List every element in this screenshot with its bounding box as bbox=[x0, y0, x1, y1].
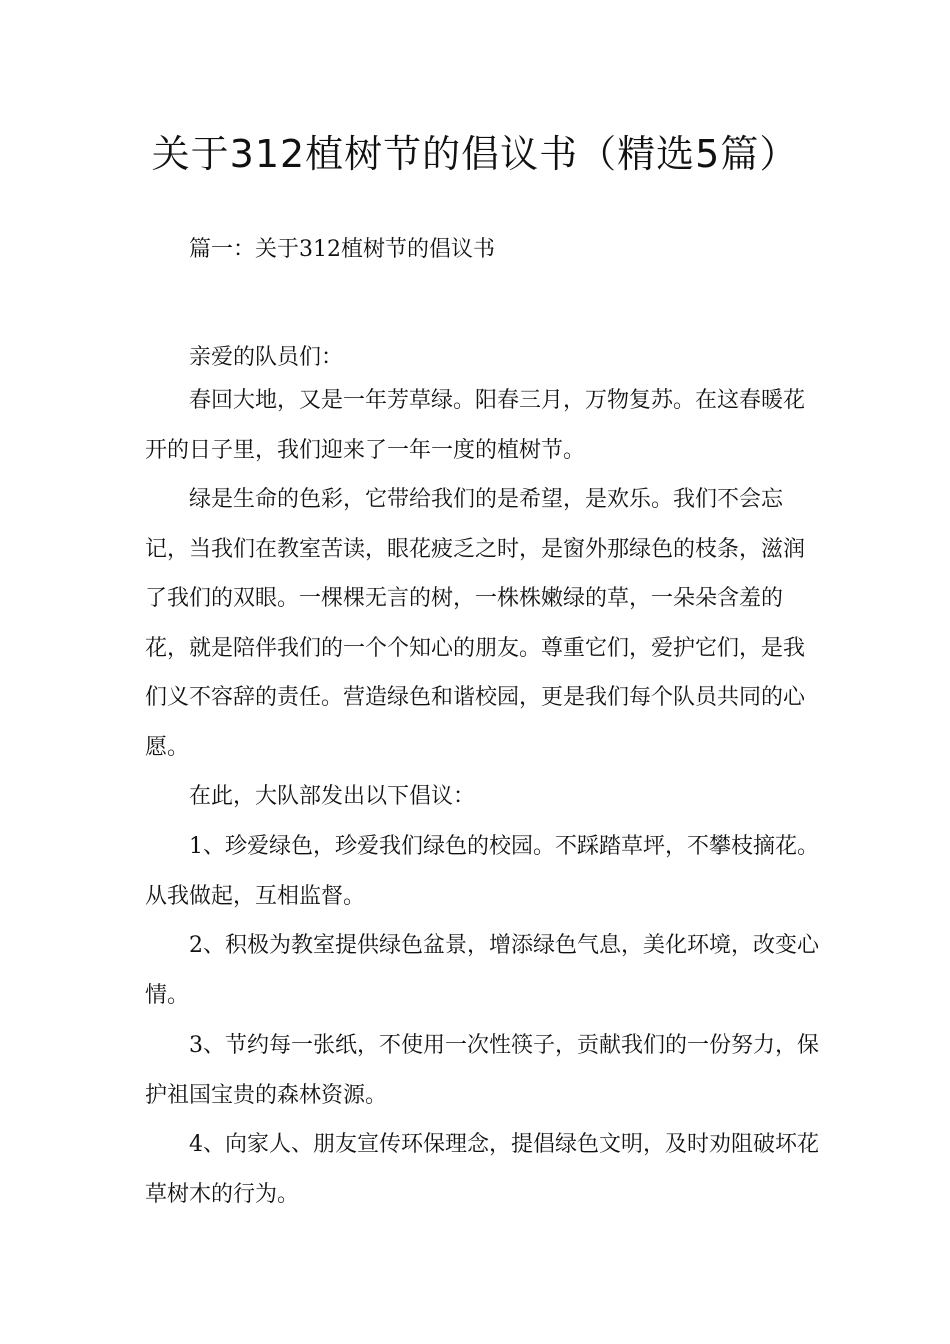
section-heading: 篇一：关于312植树节的倡议书 bbox=[189, 237, 495, 262]
paragraph: 在此，大队部发出以下倡议： bbox=[189, 784, 476, 809]
paragraph: 3、节约每一张纸，不使用一次性筷子，贡献我们的一份努力，保护祖国宝贵的森林资源。 bbox=[145, 1033, 819, 1108]
salutation: 亲爱的队员们： bbox=[189, 345, 344, 370]
paragraph: 绿是生命的色彩，它带给我们的是希望，是欢乐。我们不会忘记，当我们在教室苦读，眼花疲乏之时，是窗外那绿色的枝条，滋润了我们的双眼。一棵棵无言的树，一株株嫩绿的草，一朵朵含羞的花，就是陪伴我们的一个个知心的朋友。尊重它们，爱护它们，是我们义不容辞的责任。营造绿色和谐校园，更是我们每个队员共同的心愿。 bbox=[145, 487, 806, 760]
paragraph: 2、积极为教室提供绿色盆景，增添绿色气息，美化环境，改变心情。 bbox=[145, 933, 819, 1008]
document-title: 关于312植树节的倡议书（精选5篇） bbox=[151, 132, 799, 176]
paragraph: 4、向家人、朋友宣传环保理念，提倡绿色文明，及时劝阻破坏花草树木的行为。 bbox=[145, 1132, 819, 1207]
paragraph: 1、珍爱绿色，珍爱我们绿色的校园。不踩踏草坪，不攀枝摘花。从我做起，互相监督。 bbox=[145, 834, 819, 909]
paragraph: 春回大地，又是一年芳草绿。阳春三月，万物复苏。在这春暖花开的日子里，我们迎来了一年一度的植树节。 bbox=[145, 388, 806, 463]
